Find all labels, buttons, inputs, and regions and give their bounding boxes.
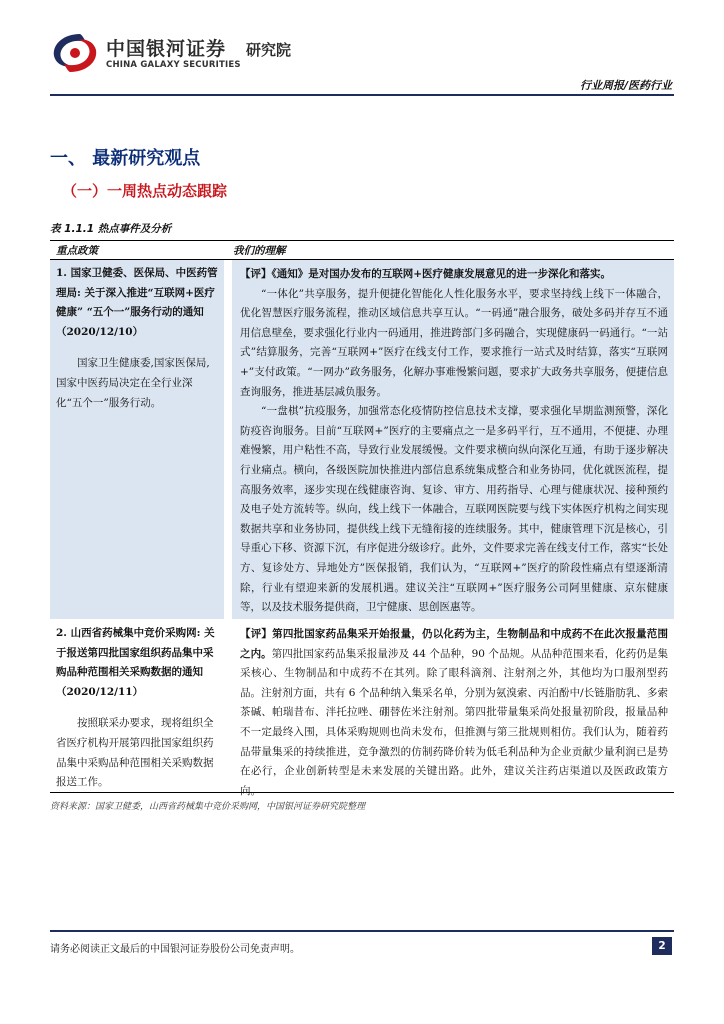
document-category: 行业周报/医药行业 [579, 79, 672, 92]
policy-cell [50, 260, 224, 620]
analysis-paragraph: “一体化”共享服务，提升便捷化智能化人性化服务水平，要求坚持线上线下一体融合，优化智慧医疗服务流程，推动区域信息共享互认。“一码通”融合服务，破处多码并存互不通用信息壁垒，要求强化行业内一码通用，推进跨部门多码融合，实现健康码一码通行。“一站式”结算服务，完善“互联网+”医疗在线支付工作，要求推行一站式及时结算，落实“互联网+”支付政策。“一网办”政务服务，化解办事难慢繁问题，要求扩大政务共享服务，便捷信息查询服务，推进基层减负服务。 [240, 287, 668, 398]
analysis-paragraph: “一盘棋”抗疫服务，加强常态化疫情防控信息技术支撑，要求强化早期监测预警，深化防疫咨询服务。目前“互联网+”医疗的主要痛点之一是多码平行，互不通用，不便捷、办理难慢繁，用户粘性不高，导致行业发展缓慢。文件要求横向纵向深化互通，有助于逐步解决行业痛点。横向，各级医院加快推进内部信息系统集成整合和业务协同，优化就医流程，提高服务效率，逐步实现在线健康咨询、复诊、审方、用药指导、心理与健康状况、接种预约及电子处方流转等。纵向，线上线下一体融合，互联网医院要与线下实体医疗机构之间实现数据共享和业务协同，提供线上线下无缝衔接的连续服务。其中，健康管理下沉是核心，引导重心下移、资源下沉，有序促进分级诊疗。此外，文件要求完善在线支付工作，落实“长处方、复诊处方、异地处方”医保报销，我们认为，“互联网+”医疗的阶段性痛点有望逐渐清除，行业有望迎来新的发展机遇。建议关注“互联网+”医疗服务公司阿里健康、京东健康等，以及技术服务提供商，卫宁健康、思创医惠等。 [240, 405, 668, 614]
disclaimer-text: 请务必阅读正文最后的中国银河证券股份公司免责声明。 [50, 944, 300, 955]
comment-lead: 【评】第四批国家药品集采开始报量，仍以化药为主，生物制品和中成药不在此次报量范围之内。 [240, 628, 668, 660]
analysis-cell [232, 260, 674, 620]
page-number: 2 [652, 937, 672, 955]
section-heading: 一、 最新研究观点 [50, 148, 201, 169]
hot-events-table [50, 240, 674, 797]
header-divider [50, 94, 674, 96]
table-caption: 表 1.1.1 热点事件及分析 [50, 223, 172, 235]
column-header-policy: 重点政策 [56, 244, 98, 257]
analysis-cell [232, 620, 674, 797]
galaxy-logo-icon [50, 30, 100, 76]
analysis-paragraph: 第四批国家药品集采报量涉及 44 个品种，90 个品规。从品种范围来看，化药仍是集采核心、生物制品和中成药不在其列。除了眼科滴剂、注射剂之外，其他均为口服剂型药品。注射剂方面，共有 6 个品种纳入集采名单，分别为氨溴索、丙泊酚中/长链脂肪乳、多索茶碱、帕瑞昔布、泮托拉唑、硼替佐米注射剂。第四批带量集采尚处报量初阶段，报量品种不一定最终入围，具体采购规则也尚未发布，但推测与第三批规则相仿。我们认为，随着药品带量集采的持续推进，竞争激烈的仿制药降价转为低毛利品种为企业贡献少量利润已是势在必行，企业创新转型是未来发展的关键出路。此外，建议关注药店渠道以及医政政策方向。 [240, 647, 669, 797]
subsection-heading: （一）一周热点动态跟踪 [62, 182, 228, 200]
footer-divider [50, 930, 674, 932]
company-logo [50, 28, 312, 80]
table-row [50, 260, 674, 620]
table-header-row [50, 240, 674, 260]
column-header-understanding: 我们的理解 [233, 244, 286, 257]
company-name-en: CHINA GALAXY SECURITIES [106, 60, 241, 70]
policy-description: 按照联采办要求，现将组织全省医疗机构开展第四批国家组织药品集中采购品种范围相关采购数据报送工作。 [56, 717, 214, 789]
policy-title: 2. 山西省药械集中竞价采购网: 关于报送第四批国家组织药品集中采购品种范围相关采购数据的通知（2020/12/11） [56, 627, 215, 698]
policy-description: 国家卫生健康委,国家医保局,国家中医药局决定在全行业深化“五个一”服务行动。 [56, 357, 210, 409]
comment-lead: 【评】《通知》是对国办发布的互联网+医疗健康发展意见的进一步深化和落实。 [240, 268, 612, 280]
policy-cell [50, 620, 224, 792]
policy-title: 1. 国家卫健委、医保局、中医药管理局: 关于深入推进“互联网+医疗健康” “五个一”服务行动的通知（2020/12/10） [56, 267, 218, 338]
company-name-cn: 中国银河证券 [106, 38, 227, 60]
institute-name: 研究院 [246, 41, 292, 59]
table-row [50, 620, 674, 797]
data-source-note: 资料来源：国家卫健委，山西省药械集中竞价采购网，中国银河证券研究院整理 [50, 802, 366, 812]
